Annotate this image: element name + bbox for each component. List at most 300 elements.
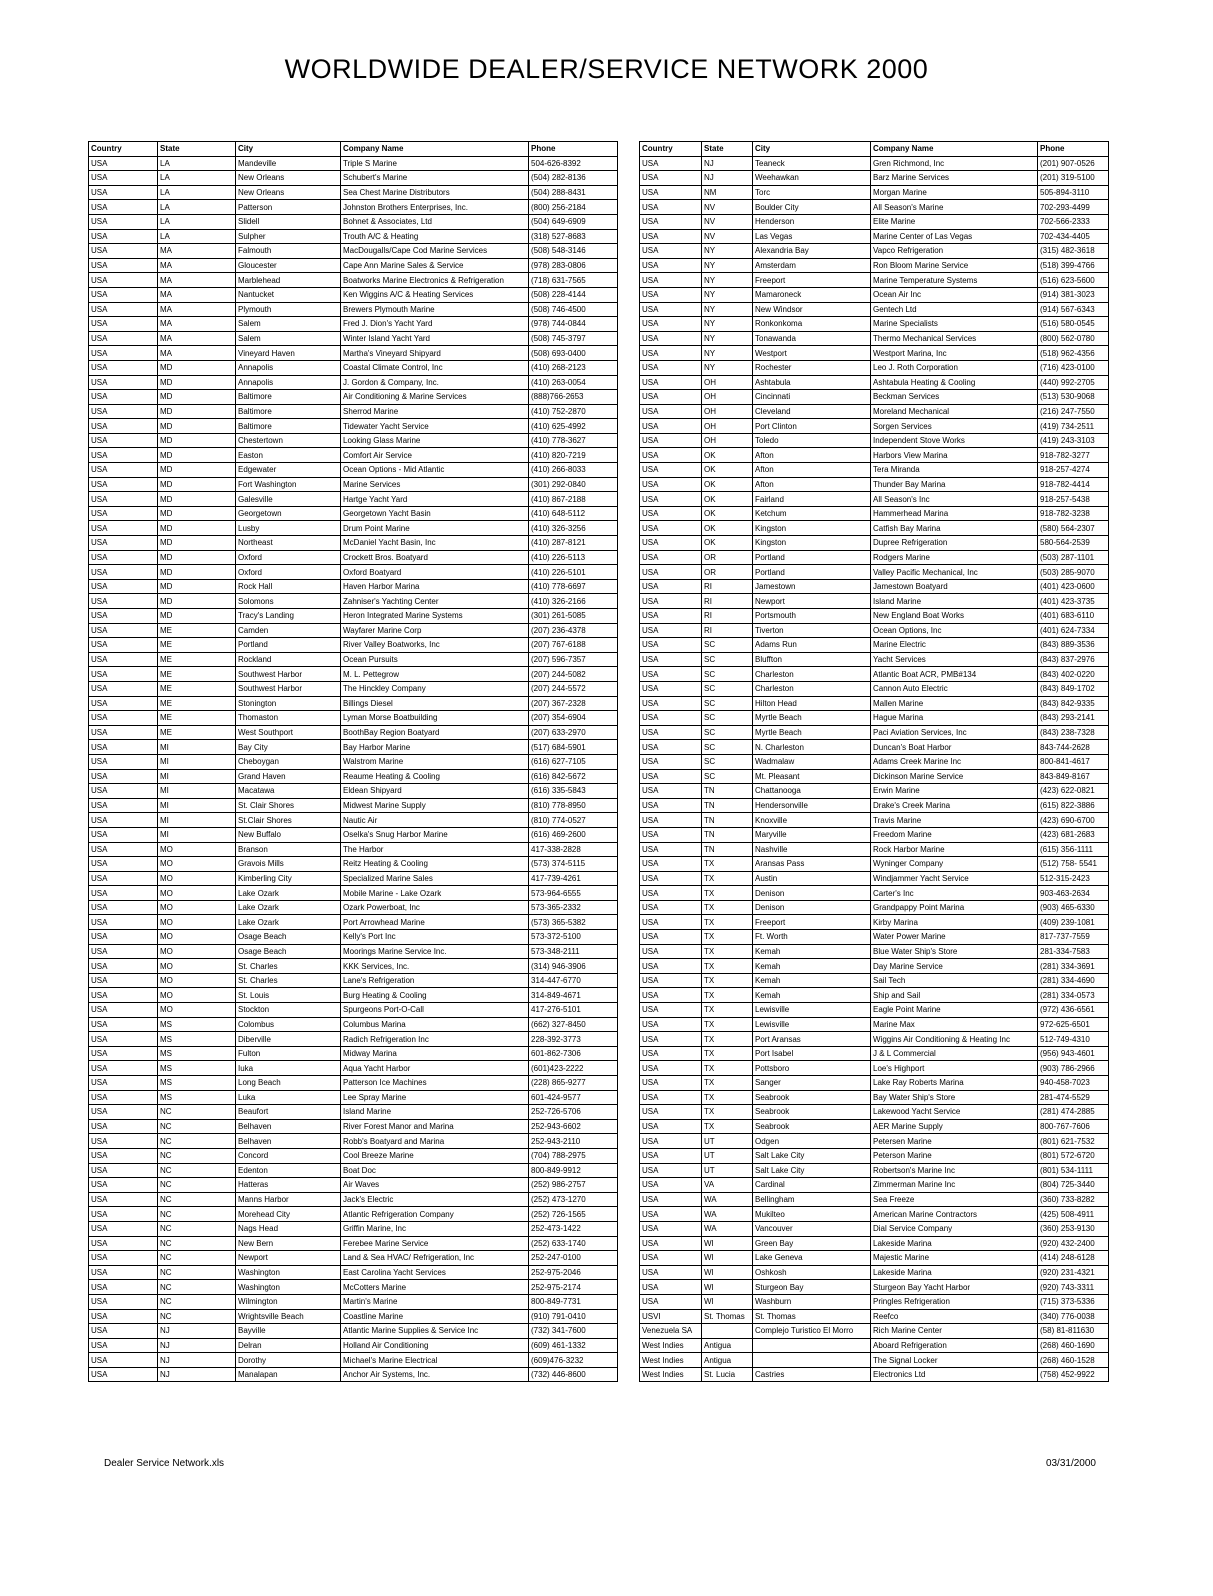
country-cell: USA bbox=[640, 390, 702, 405]
phone-cell: (281) 334-4690 bbox=[1038, 973, 1109, 988]
table-row bbox=[640, 404, 1109, 419]
state-cell: OH bbox=[702, 390, 753, 405]
table-row bbox=[89, 1134, 618, 1149]
country-cell: USA bbox=[640, 667, 702, 682]
company-name-cell: Leo J. Roth Corporation bbox=[871, 360, 1038, 375]
company-name-cell: Bay Water Ship's Store bbox=[871, 1090, 1038, 1105]
table-row bbox=[640, 258, 1109, 273]
country-cell: USA bbox=[640, 711, 702, 726]
company-name-cell: Windjammer Yacht Service bbox=[871, 871, 1038, 886]
phone-cell: (609) 461-1332 bbox=[529, 1338, 618, 1353]
company-name-cell: Mobile Marine - Lake Ozark bbox=[341, 886, 529, 901]
city-cell: Annapolis bbox=[236, 375, 341, 390]
country-cell: USA bbox=[89, 506, 158, 521]
phone-cell: (601)423-2222 bbox=[529, 1061, 618, 1076]
country-cell: USA bbox=[89, 886, 158, 901]
country-cell: USA bbox=[640, 594, 702, 609]
city-cell: Kemah bbox=[753, 988, 871, 1003]
state-cell: NV bbox=[702, 214, 753, 229]
company-name-cell: Kirby Marina bbox=[871, 915, 1038, 930]
phone-cell: (609)476-3232 bbox=[529, 1353, 618, 1368]
country-cell: USA bbox=[640, 200, 702, 215]
company-name-cell: Hartge Yacht Yard bbox=[341, 492, 529, 507]
phone-cell: 702-434-4405 bbox=[1038, 229, 1109, 244]
country-cell: USA bbox=[640, 1105, 702, 1120]
table-row bbox=[640, 448, 1109, 463]
city-cell: Stonington bbox=[236, 696, 341, 711]
table-row bbox=[640, 930, 1109, 945]
city-cell: Nags Head bbox=[236, 1221, 341, 1236]
phone-cell: 702-566-2333 bbox=[1038, 214, 1109, 229]
company-name-cell: All Season's Inc bbox=[871, 492, 1038, 507]
company-name-cell: Erwin Marine bbox=[871, 784, 1038, 799]
table-row bbox=[89, 156, 618, 171]
state-cell: MO bbox=[158, 944, 236, 959]
city-cell: Ronkonkoma bbox=[753, 317, 871, 332]
country-cell: USA bbox=[640, 185, 702, 200]
column-header-city: City bbox=[753, 142, 871, 157]
company-name-cell: Boatworks Marine Electronics & Refrigeration bbox=[341, 273, 529, 288]
company-name-cell: Elite Marine bbox=[871, 214, 1038, 229]
phone-cell: (810) 774-0527 bbox=[529, 813, 618, 828]
state-cell: TN bbox=[702, 784, 753, 799]
country-cell: USA bbox=[89, 973, 158, 988]
phone-cell: (281) 334-3691 bbox=[1038, 959, 1109, 974]
phone-cell: 843-849-8167 bbox=[1038, 769, 1109, 784]
company-name-cell: Sturgeon Bay Yacht Harbor bbox=[871, 1280, 1038, 1295]
phone-cell: (843) 842-9335 bbox=[1038, 696, 1109, 711]
state-cell: MS bbox=[158, 1061, 236, 1076]
phone-cell: (401) 683-6110 bbox=[1038, 609, 1109, 624]
phone-cell: (732) 446-8600 bbox=[529, 1367, 618, 1382]
city-cell: Bayville bbox=[236, 1324, 341, 1339]
company-name-cell: Atlantic Marine Supplies & Service Inc bbox=[341, 1324, 529, 1339]
phone-cell: (972) 436-6561 bbox=[1038, 1003, 1109, 1018]
state-cell: MO bbox=[158, 915, 236, 930]
company-name-cell: Blue Water Ship's Store bbox=[871, 944, 1038, 959]
city-cell: Maryville bbox=[753, 827, 871, 842]
country-cell: USA bbox=[640, 1207, 702, 1222]
state-cell: MO bbox=[158, 900, 236, 915]
state-cell: MA bbox=[158, 258, 236, 273]
table-row bbox=[640, 317, 1109, 332]
city-cell: Bellingham bbox=[753, 1192, 871, 1207]
company-name-cell: Wyninger Company bbox=[871, 857, 1038, 872]
phone-cell: (207) 633-2970 bbox=[529, 725, 618, 740]
phone-cell: (801) 534-1111 bbox=[1038, 1163, 1109, 1178]
company-name-cell: Gentech Ltd bbox=[871, 302, 1038, 317]
country-cell: USA bbox=[89, 273, 158, 288]
city-cell: Jamestown bbox=[753, 579, 871, 594]
city-cell: Afton bbox=[753, 463, 871, 478]
table-row bbox=[89, 740, 618, 755]
state-cell: NC bbox=[158, 1236, 236, 1251]
phone-cell: (401) 423-0600 bbox=[1038, 579, 1109, 594]
company-name-cell: Yacht Services bbox=[871, 652, 1038, 667]
table-row bbox=[640, 1324, 1109, 1339]
city-cell: Edenton bbox=[236, 1163, 341, 1178]
company-name-cell: The Harbor bbox=[341, 842, 529, 857]
phone-cell: (414) 248-6128 bbox=[1038, 1251, 1109, 1266]
company-name-cell: Rock Harbor Marine bbox=[871, 842, 1038, 857]
country-cell: USA bbox=[640, 623, 702, 638]
city-cell: Sanger bbox=[753, 1076, 871, 1091]
table-row bbox=[640, 433, 1109, 448]
state-cell: NC bbox=[158, 1148, 236, 1163]
table-row bbox=[640, 1251, 1109, 1266]
state-cell: TX bbox=[702, 988, 753, 1003]
state-cell: OK bbox=[702, 448, 753, 463]
country-cell: USA bbox=[640, 1076, 702, 1091]
state-cell: MA bbox=[158, 302, 236, 317]
table-row bbox=[89, 287, 618, 302]
country-cell: USA bbox=[640, 404, 702, 419]
country-cell: USA bbox=[640, 1134, 702, 1149]
phone-cell: (410) 287-8121 bbox=[529, 536, 618, 551]
table-row bbox=[89, 900, 618, 915]
phone-cell: (662) 327-8450 bbox=[529, 1017, 618, 1032]
state-cell: TN bbox=[702, 813, 753, 828]
company-name-cell: Robb's Boatyard and Marina bbox=[341, 1134, 529, 1149]
phone-cell: (410) 867-2188 bbox=[529, 492, 618, 507]
company-name-cell: Nautic Air bbox=[341, 813, 529, 828]
phone-cell: 573-348-2111 bbox=[529, 944, 618, 959]
state-cell: ME bbox=[158, 681, 236, 696]
phone-cell: 252-943-2110 bbox=[529, 1134, 618, 1149]
country-cell: USA bbox=[89, 1338, 158, 1353]
state-cell: MO bbox=[158, 1003, 236, 1018]
country-cell: USA bbox=[89, 536, 158, 551]
table-row bbox=[89, 1207, 618, 1222]
city-cell: Wadmalaw bbox=[753, 754, 871, 769]
city-cell: Austin bbox=[753, 871, 871, 886]
phone-cell: (804) 725-3440 bbox=[1038, 1178, 1109, 1193]
state-cell: OK bbox=[702, 521, 753, 536]
country-cell: West Indies bbox=[640, 1367, 702, 1382]
city-cell: New Bern bbox=[236, 1236, 341, 1251]
country-cell: USA bbox=[640, 492, 702, 507]
company-name-cell: Dupree Refrigeration bbox=[871, 536, 1038, 551]
company-name-cell: Majestic Marine bbox=[871, 1251, 1038, 1266]
city-cell bbox=[753, 1338, 871, 1353]
country-cell: USA bbox=[89, 1061, 158, 1076]
city-cell: Camden bbox=[236, 623, 341, 638]
table-row bbox=[89, 317, 618, 332]
state-cell: TX bbox=[702, 930, 753, 945]
company-name-cell: Lakewood Yacht Service bbox=[871, 1105, 1038, 1120]
country-cell: USA bbox=[640, 652, 702, 667]
state-cell: SC bbox=[702, 740, 753, 755]
city-cell: Hilton Head bbox=[753, 696, 871, 711]
country-cell: USA bbox=[640, 813, 702, 828]
table-row bbox=[640, 798, 1109, 813]
city-cell: Cincinnati bbox=[753, 390, 871, 405]
country-cell: USA bbox=[640, 433, 702, 448]
country-cell: USA bbox=[640, 579, 702, 594]
company-name-cell: Spurgeons Port-O-Call bbox=[341, 1003, 529, 1018]
company-name-cell: Mallen Marine bbox=[871, 696, 1038, 711]
table-row bbox=[89, 857, 618, 872]
city-cell: Port Isabel bbox=[753, 1046, 871, 1061]
city-cell: Belhaven bbox=[236, 1134, 341, 1149]
city-cell: Seabrook bbox=[753, 1119, 871, 1134]
phone-cell: 314-849-4671 bbox=[529, 988, 618, 1003]
city-cell: Morehead City bbox=[236, 1207, 341, 1222]
phone-cell: (207) 596-7357 bbox=[529, 652, 618, 667]
city-cell: Manalapan bbox=[236, 1367, 341, 1382]
table-row bbox=[640, 886, 1109, 901]
city-cell: Henderson bbox=[753, 214, 871, 229]
city-cell: Salt Lake City bbox=[753, 1163, 871, 1178]
city-cell: Salt Lake City bbox=[753, 1148, 871, 1163]
company-name-cell: Marine Max bbox=[871, 1017, 1038, 1032]
country-cell: USA bbox=[89, 842, 158, 857]
column-header-city: City bbox=[236, 142, 341, 157]
country-cell: USA bbox=[640, 988, 702, 1003]
city-cell: Easton bbox=[236, 448, 341, 463]
table-row bbox=[89, 1236, 618, 1251]
phone-cell: (301) 292-0840 bbox=[529, 477, 618, 492]
phone-cell: (410) 625-4992 bbox=[529, 419, 618, 434]
country-cell: USA bbox=[640, 1061, 702, 1076]
table-row bbox=[640, 1280, 1109, 1295]
phone-cell: 252-247-0100 bbox=[529, 1251, 618, 1266]
company-name-cell: J. Gordon & Company, Inc. bbox=[341, 375, 529, 390]
state-cell: MA bbox=[158, 317, 236, 332]
table-row bbox=[640, 244, 1109, 259]
table-row bbox=[640, 346, 1109, 361]
table-row bbox=[640, 565, 1109, 580]
table-row bbox=[640, 623, 1109, 638]
table-row bbox=[640, 214, 1109, 229]
company-name-cell: BoothBay Region Boatyard bbox=[341, 725, 529, 740]
country-cell: USA bbox=[89, 1221, 158, 1236]
country-cell: USA bbox=[640, 171, 702, 186]
city-cell: Edgewater bbox=[236, 463, 341, 478]
state-cell: OH bbox=[702, 404, 753, 419]
state-cell: RI bbox=[702, 609, 753, 624]
phone-cell: 918-257-4274 bbox=[1038, 463, 1109, 478]
phone-cell: (301) 261-5085 bbox=[529, 609, 618, 624]
city-cell: N. Charleston bbox=[753, 740, 871, 755]
state-cell: MO bbox=[158, 857, 236, 872]
country-cell: USA bbox=[89, 652, 158, 667]
table-row bbox=[89, 1017, 618, 1032]
city-cell: Patterson bbox=[236, 200, 341, 215]
state-cell: TX bbox=[702, 1090, 753, 1105]
country-cell: USA bbox=[89, 287, 158, 302]
company-name-cell: Reefco bbox=[871, 1309, 1038, 1324]
table-row bbox=[640, 1003, 1109, 1018]
table-row bbox=[640, 1236, 1109, 1251]
country-cell: USA bbox=[89, 1032, 158, 1047]
city-cell: Rochester bbox=[753, 360, 871, 375]
company-name-cell: Marine Temperature Systems bbox=[871, 273, 1038, 288]
table-row bbox=[640, 1367, 1109, 1382]
phone-cell: (268) 460-1528 bbox=[1038, 1353, 1109, 1368]
phone-cell: (914) 567-6343 bbox=[1038, 302, 1109, 317]
state-cell: MD bbox=[158, 360, 236, 375]
company-name-cell: Bohnet & Associates, Ltd bbox=[341, 214, 529, 229]
state-cell: ME bbox=[158, 623, 236, 638]
phone-cell: (843) 837-2976 bbox=[1038, 652, 1109, 667]
state-cell: ME bbox=[158, 711, 236, 726]
table-row bbox=[89, 360, 618, 375]
state-cell: WI bbox=[702, 1251, 753, 1266]
country-cell: USA bbox=[89, 346, 158, 361]
company-name-cell: Billings Diesel bbox=[341, 696, 529, 711]
table-row bbox=[640, 1294, 1109, 1309]
table-row bbox=[640, 287, 1109, 302]
phone-cell: 580-564-2539 bbox=[1038, 536, 1109, 551]
phone-cell: 314-447-6770 bbox=[529, 973, 618, 988]
city-cell: Denison bbox=[753, 900, 871, 915]
state-cell: TX bbox=[702, 944, 753, 959]
company-name-cell: Moorings Marine Service Inc. bbox=[341, 944, 529, 959]
company-name-cell: Marine Services bbox=[341, 477, 529, 492]
phone-cell: (810) 778-8950 bbox=[529, 798, 618, 813]
table-row bbox=[640, 229, 1109, 244]
state-cell: MI bbox=[158, 813, 236, 828]
table-row bbox=[89, 1192, 618, 1207]
city-cell: Bluffton bbox=[753, 652, 871, 667]
company-name-cell: Atlantic Boat ACR, PMB#134 bbox=[871, 667, 1038, 682]
company-name-cell: Schubert's Marine bbox=[341, 171, 529, 186]
city-cell: Charleston bbox=[753, 667, 871, 682]
phone-cell: (410) 266-8033 bbox=[529, 463, 618, 478]
phone-cell: (800) 562-0780 bbox=[1038, 331, 1109, 346]
phone-cell: (423) 681-2683 bbox=[1038, 827, 1109, 842]
phone-cell: (503) 287-1101 bbox=[1038, 550, 1109, 565]
table-row bbox=[89, 886, 618, 901]
country-cell: USA bbox=[640, 681, 702, 696]
company-name-cell: Day Marine Service bbox=[871, 959, 1038, 974]
phone-cell: 918-782-3238 bbox=[1038, 506, 1109, 521]
phone-cell: (508) 745-3797 bbox=[529, 331, 618, 346]
state-cell: MI bbox=[158, 784, 236, 799]
company-name-cell: Moreland Mechanical bbox=[871, 404, 1038, 419]
phone-cell: (423) 622-0821 bbox=[1038, 784, 1109, 799]
state-cell: TX bbox=[702, 871, 753, 886]
country-cell: USA bbox=[89, 594, 158, 609]
phone-cell: 601-862-7306 bbox=[529, 1046, 618, 1061]
table-row bbox=[640, 1178, 1109, 1193]
city-cell: Oshkosh bbox=[753, 1265, 871, 1280]
country-cell: USA bbox=[89, 404, 158, 419]
table-row bbox=[640, 360, 1109, 375]
company-name-cell: Lane's Refrigeration bbox=[341, 973, 529, 988]
state-cell: NC bbox=[158, 1251, 236, 1266]
table-row bbox=[89, 1090, 618, 1105]
state-cell: OK bbox=[702, 492, 753, 507]
phone-cell: (716) 423-0100 bbox=[1038, 360, 1109, 375]
country-cell: USA bbox=[89, 1134, 158, 1149]
country-cell: USA bbox=[640, 1119, 702, 1134]
table-row bbox=[640, 769, 1109, 784]
state-cell: MD bbox=[158, 550, 236, 565]
country-cell: USA bbox=[640, 1221, 702, 1236]
company-name-cell: Kelly's Port Inc bbox=[341, 930, 529, 945]
city-cell: Cleveland bbox=[753, 404, 871, 419]
company-name-cell: Jamestown Boatyard bbox=[871, 579, 1038, 594]
table-row bbox=[89, 667, 618, 682]
phone-cell: (207) 244-5572 bbox=[529, 681, 618, 696]
phone-cell: (281) 474-2885 bbox=[1038, 1105, 1109, 1120]
company-name-cell: Land & Sea HVAC/ Refrigeration, Inc bbox=[341, 1251, 529, 1266]
city-cell: Kemah bbox=[753, 973, 871, 988]
table-row bbox=[89, 1046, 618, 1061]
country-cell: USA bbox=[640, 506, 702, 521]
table-row bbox=[89, 1105, 618, 1120]
table-row bbox=[640, 609, 1109, 624]
city-cell: Wilmington bbox=[236, 1294, 341, 1309]
phone-cell: (268) 460-1690 bbox=[1038, 1338, 1109, 1353]
country-cell: USA bbox=[640, 609, 702, 624]
country-cell: USA bbox=[640, 287, 702, 302]
table-row bbox=[89, 973, 618, 988]
state-cell: OH bbox=[702, 433, 753, 448]
company-name-cell: AER Marine Supply bbox=[871, 1119, 1038, 1134]
city-cell: Stockton bbox=[236, 1003, 341, 1018]
city-cell: Mukilteo bbox=[753, 1207, 871, 1222]
table-row bbox=[640, 594, 1109, 609]
company-name-cell: Hammerhead Marina bbox=[871, 506, 1038, 521]
table-row bbox=[640, 579, 1109, 594]
phone-cell: 918-782-3277 bbox=[1038, 448, 1109, 463]
state-cell: MI bbox=[158, 740, 236, 755]
table-row bbox=[89, 1119, 618, 1134]
country-cell: USA bbox=[89, 1017, 158, 1032]
company-name-cell: Anchor Air Systems, Inc. bbox=[341, 1367, 529, 1382]
country-cell: USA bbox=[640, 346, 702, 361]
country-cell: USA bbox=[640, 944, 702, 959]
city-cell: Ft. Worth bbox=[753, 930, 871, 945]
city-cell: Nantucket bbox=[236, 287, 341, 302]
city-cell: St. Clair Shores bbox=[236, 798, 341, 813]
company-name-cell: Winter Island Yacht Yard bbox=[341, 331, 529, 346]
company-name-cell: Carter's Inc bbox=[871, 886, 1038, 901]
city-cell: Slidell bbox=[236, 214, 341, 229]
table-row bbox=[89, 1338, 618, 1353]
country-cell: USA bbox=[640, 1163, 702, 1178]
country-cell: USA bbox=[640, 302, 702, 317]
country-cell: USA bbox=[640, 842, 702, 857]
city-cell: Long Beach bbox=[236, 1076, 341, 1091]
country-cell: USA bbox=[640, 959, 702, 974]
country-cell: USA bbox=[89, 1309, 158, 1324]
state-cell: WI bbox=[702, 1294, 753, 1309]
company-name-cell: Cool Breeze Marine bbox=[341, 1148, 529, 1163]
state-cell: NJ bbox=[702, 171, 753, 186]
table-row bbox=[640, 331, 1109, 346]
country-cell: USA bbox=[640, 477, 702, 492]
table-row bbox=[640, 200, 1109, 215]
company-name-cell: Ken Wiggins A/C & Heating Services bbox=[341, 287, 529, 302]
phone-cell: 800-849-9912 bbox=[529, 1163, 618, 1178]
city-cell: Vineyard Haven bbox=[236, 346, 341, 361]
country-cell: USA bbox=[640, 915, 702, 930]
table-row bbox=[640, 1017, 1109, 1032]
state-cell: MI bbox=[158, 754, 236, 769]
table-row bbox=[640, 536, 1109, 551]
company-name-cell: Midwest Marine Supply bbox=[341, 798, 529, 813]
phone-cell: (58) 81-811630 bbox=[1038, 1324, 1109, 1339]
company-name-cell: Travis Marine bbox=[871, 813, 1038, 828]
country-cell: USA bbox=[89, 492, 158, 507]
country-cell: USA bbox=[640, 798, 702, 813]
state-cell: St. Lucia bbox=[702, 1367, 753, 1382]
country-cell: USA bbox=[640, 857, 702, 872]
